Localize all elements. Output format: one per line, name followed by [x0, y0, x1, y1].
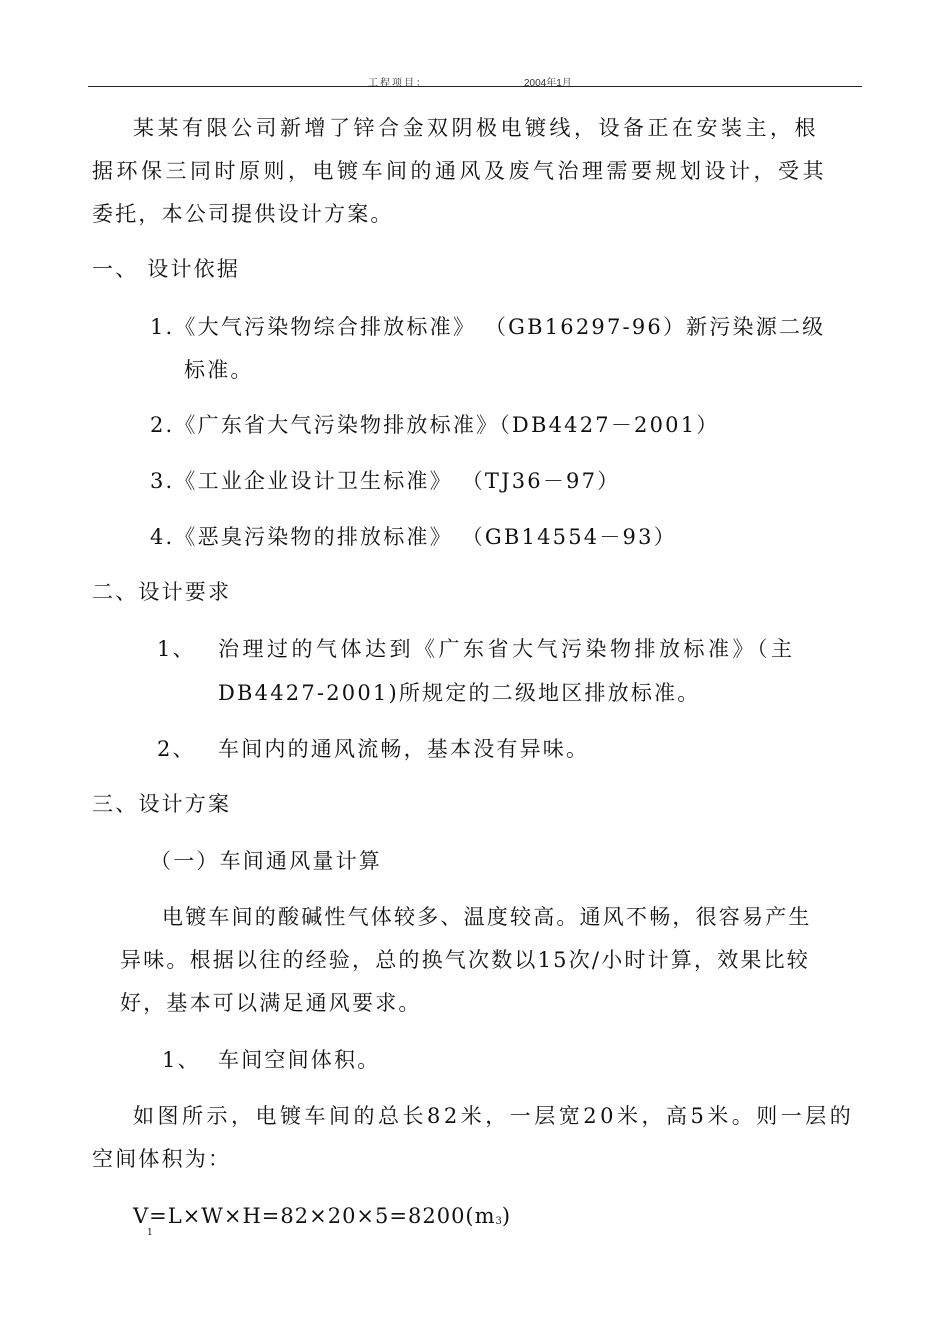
requirement-1-number: 1、	[157, 637, 196, 661]
item-1: 车间空间体积。	[218, 1048, 381, 1072]
section-title-1: 一、 设计依据	[92, 257, 241, 281]
basis-item-1: 1.《大气污染物综合排放标准》 （GB16297-96）新污染源二级	[150, 315, 826, 339]
requirement-1-cont: DB4427-2001)所规定的二级地区排放标准。	[218, 681, 701, 705]
formula-variable: V	[133, 1204, 150, 1228]
intro-line-3: 委托，本公司提供设计方案。	[92, 202, 394, 226]
figure-text-line-2: 空间体积为：	[92, 1147, 232, 1171]
page-header	[0, 72, 950, 89]
item-1-number: 1、	[162, 1048, 201, 1072]
intro-line-1: 某某有限公司新增了锌合金双阴极电镀线，设备正在安装主，根	[133, 116, 819, 140]
formula-expression: =L×W×H=82×20×5=8200(m	[149, 1204, 496, 1228]
formula-unit-exponent: 3	[495, 1216, 502, 1227]
header-project-label: 工程项目：	[368, 78, 428, 89]
subsection-title-1: （一）车间通风量计算	[150, 849, 382, 873]
basis-item-2: 2.《广东省大气污染物排放标准》（DB4427－2001）	[150, 413, 720, 437]
header-rule	[88, 86, 862, 87]
formula-close: )	[501, 1204, 512, 1228]
paragraph-line-1: 电镀车间的酸碱性气体较多、温度较高。通风不畅，很容易产生	[162, 905, 812, 929]
formula-subscript: 1	[147, 1228, 153, 1238]
basis-item-1-cont: 标准。	[184, 358, 254, 382]
basis-item-3: 3.《工业企业设计卫生标准》 （TJ36－97）	[150, 469, 621, 493]
section-title-2: 二、设计要求	[92, 580, 232, 604]
header-date: 2004年1月	[524, 78, 572, 89]
volume-formula	[133, 1203, 511, 1235]
paragraph-line-3: 好，基本可以满足通风要求。	[120, 991, 422, 1015]
requirement-1: 治理过的气体达到《广东省大气污染物排放标准》（主	[218, 637, 796, 661]
requirement-2: 车间内的通风流畅，基本没有异味。	[218, 737, 590, 761]
section-title-3: 三、设计方案	[92, 792, 232, 816]
intro-line-2: 据环保三同时原则，电镀车间的通风及废气治理需要规划设计，受其	[92, 159, 827, 183]
paragraph-line-2: 异味。根据以往的经验，总的换气次数以15次/小时计算，效果比较	[120, 948, 810, 972]
basis-item-4: 4.《恶臭污染物的排放标准》 （GB14554－93）	[150, 525, 677, 549]
requirement-2-number: 2、	[157, 737, 196, 761]
figure-text-line-1: 如图所示，电镀车间的总长82米，一层宽20米，高5米。则一层的	[133, 1104, 855, 1128]
